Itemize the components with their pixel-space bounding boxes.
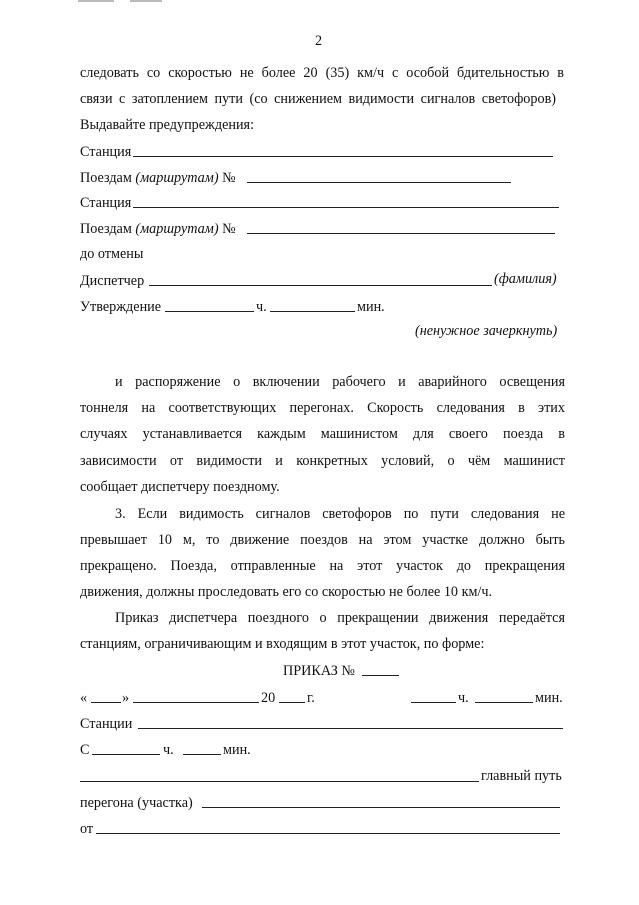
dispatcher-label: Диспетчер bbox=[80, 273, 145, 289]
trains-field-1[interactable] bbox=[247, 182, 511, 183]
number-sign: № bbox=[218, 170, 236, 186]
section-label: перегона (участка) bbox=[80, 795, 193, 811]
from-hour-label: ч. bbox=[163, 742, 174, 758]
para2-line-2: превышает 10 м, то движение поездов на этом участке должно быть bbox=[80, 532, 565, 548]
dispatcher-field[interactable] bbox=[149, 285, 492, 286]
order-day-field[interactable] bbox=[91, 702, 121, 703]
trains-label-text: Поездам bbox=[80, 221, 136, 237]
order-year-field[interactable] bbox=[279, 702, 305, 703]
from-hour-field[interactable] bbox=[92, 754, 160, 755]
scan-artifact bbox=[130, 0, 162, 2]
page-number: 2 bbox=[315, 33, 323, 49]
order-month-field[interactable] bbox=[133, 702, 259, 703]
para1-line-4: зависимости от видимости и конкретных условий, о чём машинист bbox=[80, 453, 565, 469]
stations-label: Станции bbox=[80, 716, 133, 732]
para1-line-2: тоннеля на соответствующих перегонах. Скорость следования в этих bbox=[80, 400, 565, 416]
main-track-label: главный путь bbox=[481, 768, 562, 784]
approval-label: Утверждение bbox=[80, 299, 162, 315]
from-minute-field[interactable] bbox=[183, 754, 221, 755]
order-minute-label: мин. bbox=[535, 690, 563, 706]
stations-field[interactable] bbox=[138, 728, 563, 729]
order-minute-field[interactable] bbox=[475, 702, 533, 703]
from-time-prefix: С bbox=[80, 742, 90, 758]
scan-artifact bbox=[78, 0, 114, 2]
quote-open: « bbox=[80, 690, 88, 706]
order-hour-label: ч. bbox=[458, 690, 469, 706]
section-field[interactable] bbox=[202, 807, 560, 808]
order-title: ПРИКАЗ № bbox=[283, 663, 355, 679]
para2-line-3: прекращено. Поезда, отправленные на этот участок до прекращения bbox=[80, 558, 565, 574]
approval-minute-field[interactable] bbox=[270, 311, 355, 312]
until-cancel-label: до отмены bbox=[80, 246, 144, 262]
station-label-1: Станция bbox=[80, 144, 132, 160]
order-number-field[interactable] bbox=[362, 675, 399, 676]
trains-label-text: Поездам bbox=[80, 170, 136, 186]
strike-note: (ненужное зачеркнуть) bbox=[415, 323, 558, 339]
trains-label-1 bbox=[80, 171, 236, 185]
routes-italic: (маршрутам) bbox=[135, 221, 219, 237]
station-field-2[interactable] bbox=[133, 207, 559, 208]
station-label-2: Станция bbox=[80, 195, 132, 211]
para1-line-5: сообщает диспетчеру поездному. bbox=[80, 479, 280, 495]
para3-line-2: станциям, ограничивающим и входящим в этот участок, по форме: bbox=[80, 636, 485, 652]
trains-label-2 bbox=[80, 222, 236, 236]
quote-close: » bbox=[122, 690, 130, 706]
routes-italic: (маршрутам) bbox=[135, 170, 219, 186]
para2-line-4: движения, должны проследовать его со скоростью не более 10 км/ч. bbox=[80, 584, 493, 600]
number-sign: № bbox=[218, 221, 236, 237]
intro-line-1: следовать со скоростью не более 20 (35) км/ч с особой бдительностью в bbox=[80, 65, 564, 81]
from-label: от bbox=[80, 821, 94, 837]
main-track-field[interactable] bbox=[80, 781, 479, 782]
para2-line-1: 3. Если видимость сигналов светофоров по пути следования не bbox=[115, 506, 565, 522]
trains-field-2[interactable] bbox=[247, 233, 555, 234]
order-year-prefix: 20 bbox=[261, 690, 276, 706]
from-minute-label: мин. bbox=[223, 742, 251, 758]
station-field-1[interactable] bbox=[133, 156, 553, 157]
para1-line-1: и распоряжение о включении рабочего и аварийного освещения bbox=[115, 374, 565, 390]
approval-hour-field[interactable] bbox=[165, 311, 254, 312]
surname-hint: (фамилия) bbox=[494, 271, 557, 287]
from-field[interactable] bbox=[96, 833, 560, 834]
order-hour-field[interactable] bbox=[411, 702, 456, 703]
para1-line-3: случаях устанавливается каждым машинистом для своего поезда в bbox=[80, 426, 565, 442]
approval-hour-label: ч. bbox=[256, 299, 267, 315]
intro-line-2: связи с затоплением пути (со снижением видимости сигналов светофоров) bbox=[80, 91, 556, 107]
para3-line-1: Приказ диспетчера поездного о прекращении движения передаётся bbox=[115, 610, 565, 626]
order-year-suffix: г. bbox=[307, 690, 315, 706]
approval-minute-label: мин. bbox=[357, 299, 385, 315]
warnings-heading: Выдавайте предупреждения: bbox=[80, 117, 255, 133]
